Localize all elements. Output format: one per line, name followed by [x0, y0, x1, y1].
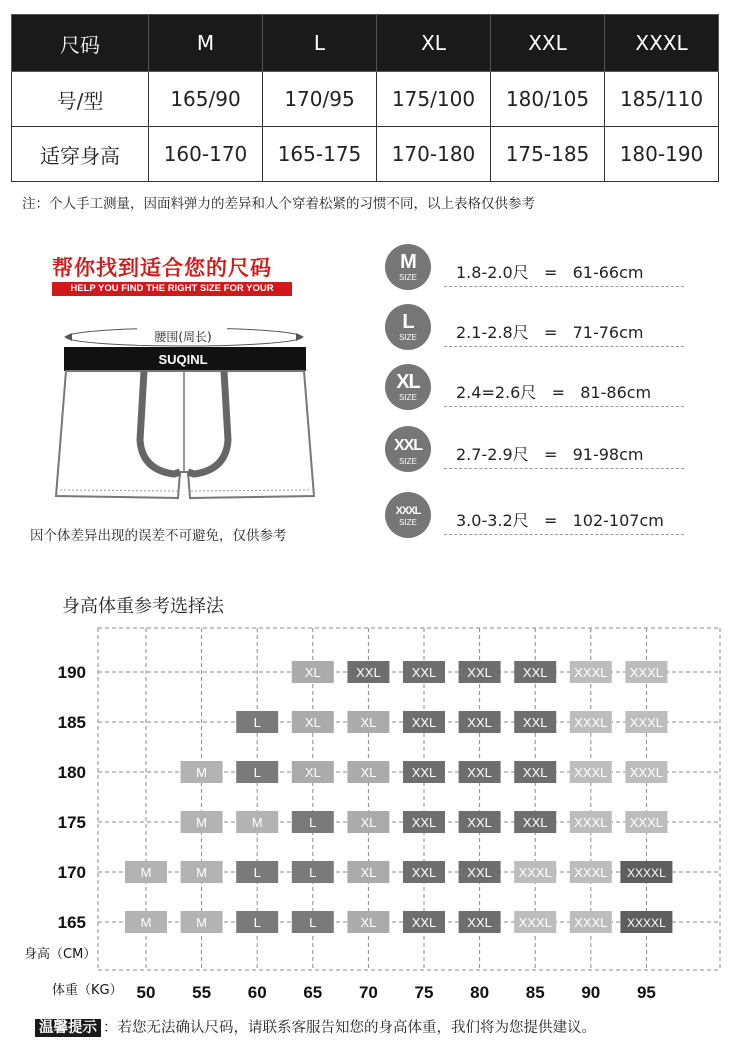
height-axis-label: 身高（CM）: [24, 947, 97, 962]
divider: [444, 534, 684, 535]
badge-size-text: SIZE: [399, 518, 417, 527]
size-badge-icon: [385, 492, 431, 538]
height-tick-label: 165: [57, 913, 86, 932]
size-cell-label: XXL: [411, 865, 437, 880]
size-cell-label: XXXL: [629, 815, 664, 830]
waist-measure: [456, 320, 643, 343]
badge-size-label: XXL: [393, 437, 423, 454]
help-title: 帮你找到适合您的尺码: [52, 256, 272, 280]
weight-tick-label: 95: [636, 983, 656, 1002]
badge-size-text: SIZE: [399, 273, 417, 282]
table-cell: 适穿身高: [12, 127, 149, 182]
waist-label: 腰围(周长): [154, 330, 212, 344]
equals-sign: =: [543, 511, 558, 530]
size-cell-label: M: [140, 865, 152, 880]
size-cell-label: XL: [304, 665, 321, 680]
badge-size-text: SIZE: [399, 393, 417, 402]
waist-measure: [456, 442, 643, 465]
size-cell-label: XXXL: [518, 865, 552, 880]
size-table-header: [12, 15, 719, 72]
table-cell: 号/型: [12, 72, 149, 127]
weight-axis-label: 体重（KG）: [52, 983, 123, 998]
waist-measure: [456, 260, 643, 283]
weight-tick-label: 65: [303, 983, 323, 1002]
size-badge-icon: [385, 304, 431, 350]
size-cell-label: L: [309, 915, 317, 930]
size-cell-label: XXL: [411, 715, 437, 730]
size-cell-label: L: [309, 865, 317, 880]
size-cell-label: XXXL: [574, 915, 608, 930]
size-cell-label: XL: [360, 765, 377, 780]
weight-tick-label: 60: [247, 983, 267, 1002]
waist-size-row: [380, 420, 700, 480]
badge-size-label: XL: [396, 371, 420, 393]
badge-size-label: XXXL: [395, 505, 421, 517]
arrow-left-icon: [64, 333, 72, 341]
size-cell-label: XL: [360, 815, 377, 830]
size-cell-label: XXXL: [574, 815, 608, 830]
brand-logo: SUQINL: [158, 352, 208, 367]
tip-label: 温馨提示: [35, 1019, 101, 1037]
divider: [444, 286, 684, 287]
waist-range-chi: 1.8-2.0尺: [456, 263, 529, 282]
tip: [35, 1016, 596, 1037]
badge-size-label: L: [402, 311, 414, 333]
table-header-cell: XXXL: [605, 15, 719, 72]
divider: [444, 346, 684, 347]
size-cell-label: M: [196, 915, 208, 930]
size-cell-label: XL: [304, 715, 321, 730]
underwear-body: [56, 371, 314, 498]
size-cell-label: XL: [360, 915, 377, 930]
waist-range-chi: 2.7-2.9尺: [456, 445, 529, 464]
equals-sign: =: [543, 445, 558, 464]
weight-tick-label: 55: [192, 983, 212, 1002]
waist-range-chi: 3.0-3.2尺: [456, 511, 529, 530]
height-weight-grid: [0, 620, 740, 1010]
waist-size-row: [380, 486, 700, 546]
size-cell-label: XXL: [467, 815, 492, 830]
arrow-right-icon: [296, 333, 304, 341]
size-cell-label: XXL: [356, 665, 381, 680]
size-cell-label: L: [253, 915, 261, 930]
waist-range-cm: 71-76cm: [572, 323, 644, 342]
size-cell-label: L: [253, 765, 261, 780]
size-cell-label: XXXL: [574, 865, 608, 880]
table-cell: 165/90: [149, 72, 263, 127]
size-cell-label: XL: [360, 865, 377, 880]
waist-measure: [456, 380, 651, 403]
size-cell-label: XXXL: [518, 915, 552, 930]
table-cell: 175/100: [377, 72, 491, 127]
size-cell-label: XXL: [467, 715, 492, 730]
size-cell-label: XXXL: [574, 765, 608, 780]
size-cell-label: L: [309, 815, 317, 830]
height-tick-label: 180: [57, 763, 86, 782]
badge-size-label: M: [400, 251, 416, 273]
waist-range-chi: 2.1-2.8尺: [456, 323, 529, 342]
size-cell-label: XXXXL: [627, 866, 666, 880]
size-cell-label: XXXL: [629, 665, 664, 680]
help-subtitle: HELP YOU FIND THE RIGHT SIZE FOR YOUR: [52, 282, 292, 296]
waist-range-cm: 102-107cm: [572, 511, 664, 530]
height-weight-title: 身高体重参考选择法: [62, 596, 224, 617]
height-tick-label: 170: [57, 863, 86, 882]
table-row: [12, 72, 719, 127]
weight-tick-label: 50: [136, 983, 156, 1002]
divider: [444, 406, 684, 407]
size-cell-label: XL: [304, 765, 321, 780]
size-cell-label: XXL: [411, 665, 437, 680]
height-tick-label: 185: [57, 713, 86, 732]
table-header-cell: L: [263, 15, 377, 72]
underwear-illustration: [52, 300, 332, 515]
waist-range-chi: 2.4=2.6尺: [456, 383, 537, 402]
size-cell-label: L: [253, 715, 261, 730]
table-cell: 175-185: [491, 127, 605, 182]
table-header-cell: XXL: [491, 15, 605, 72]
size-badge-icon: [385, 244, 431, 290]
waist-size-row: [380, 238, 700, 298]
size-cell-label: XXL: [467, 665, 492, 680]
table-row: [12, 127, 719, 182]
size-cell-label: XXL: [411, 815, 437, 830]
size-cell-label: M: [196, 815, 208, 830]
table-cell: 170/95: [263, 72, 377, 127]
weight-tick-label: 80: [470, 983, 490, 1002]
size-table: [11, 14, 719, 182]
table-header-cell: 尺码: [12, 15, 149, 72]
size-cell-label: XXXL: [574, 665, 608, 680]
size-cell-label: XXL: [522, 665, 548, 680]
weight-tick-label: 85: [525, 983, 545, 1002]
size-cell-label: M: [196, 765, 208, 780]
size-cell-label: XXL: [522, 765, 548, 780]
badge-size-text: SIZE: [399, 333, 417, 342]
table-cell: 180-190: [605, 127, 719, 182]
size-badge-icon: [385, 426, 431, 472]
waist-range-cm: 81-86cm: [580, 383, 652, 402]
size-cell-label: XXXL: [629, 715, 664, 730]
size-cell-label: XXXL: [574, 715, 608, 730]
waist-size-row: [380, 358, 700, 418]
size-cell-label: XXL: [522, 815, 548, 830]
size-cell-label: XXL: [467, 765, 492, 780]
size-cell-label: XL: [360, 715, 377, 730]
waist-range-cm: 61-66cm: [572, 263, 644, 282]
table-cell: 180/105: [491, 72, 605, 127]
table-note: 注：个人手工测量，因面料弹力的差异和人个穿着松紧的习惯不同，以上表格仅供参考: [22, 196, 535, 212]
size-cell-label: XXXXL: [627, 916, 666, 930]
waist-size-row: [380, 298, 700, 358]
table-header-cell: XL: [377, 15, 491, 72]
table-header-cell: M: [149, 15, 263, 72]
badge-size-text: SIZE: [399, 457, 417, 466]
waist-range-cm: 91-98cm: [572, 445, 644, 464]
weight-tick-label: 90: [581, 983, 601, 1002]
table-cell: 160-170: [149, 127, 263, 182]
size-cell-label: XXL: [467, 865, 492, 880]
size-cell-label: M: [140, 915, 152, 930]
table-cell: 165-175: [263, 127, 377, 182]
size-cell-label: M: [196, 865, 208, 880]
size-cell-label: M: [251, 815, 263, 830]
equals-sign: =: [543, 323, 558, 342]
table-cell: 170-180: [377, 127, 491, 182]
table-cell: 185/110: [605, 72, 719, 127]
size-cell-label: XXXL: [629, 765, 664, 780]
size-cell-label: XXL: [522, 715, 548, 730]
weight-tick-label: 70: [358, 983, 378, 1002]
equals-sign: =: [543, 263, 558, 282]
weight-tick-label: 75: [414, 983, 434, 1002]
size-cell-label: XXL: [411, 765, 437, 780]
size-badge-icon: [385, 364, 431, 410]
equals-sign: =: [551, 383, 565, 402]
size-cell-label: XXL: [467, 915, 492, 930]
waist-caption: 因个体差异出现的误差不可避免，仅供参考: [30, 528, 287, 544]
size-cell-label: XXL: [411, 915, 437, 930]
tip-text: ：若您无法确认尺码，请联系客服告知您的身高体重，我们将为您提供建议。: [103, 1020, 596, 1036]
height-tick-label: 190: [57, 663, 86, 682]
size-cell-label: L: [253, 865, 261, 880]
height-tick-label: 175: [57, 813, 86, 832]
divider: [444, 468, 684, 469]
waist-measure: [456, 508, 664, 531]
